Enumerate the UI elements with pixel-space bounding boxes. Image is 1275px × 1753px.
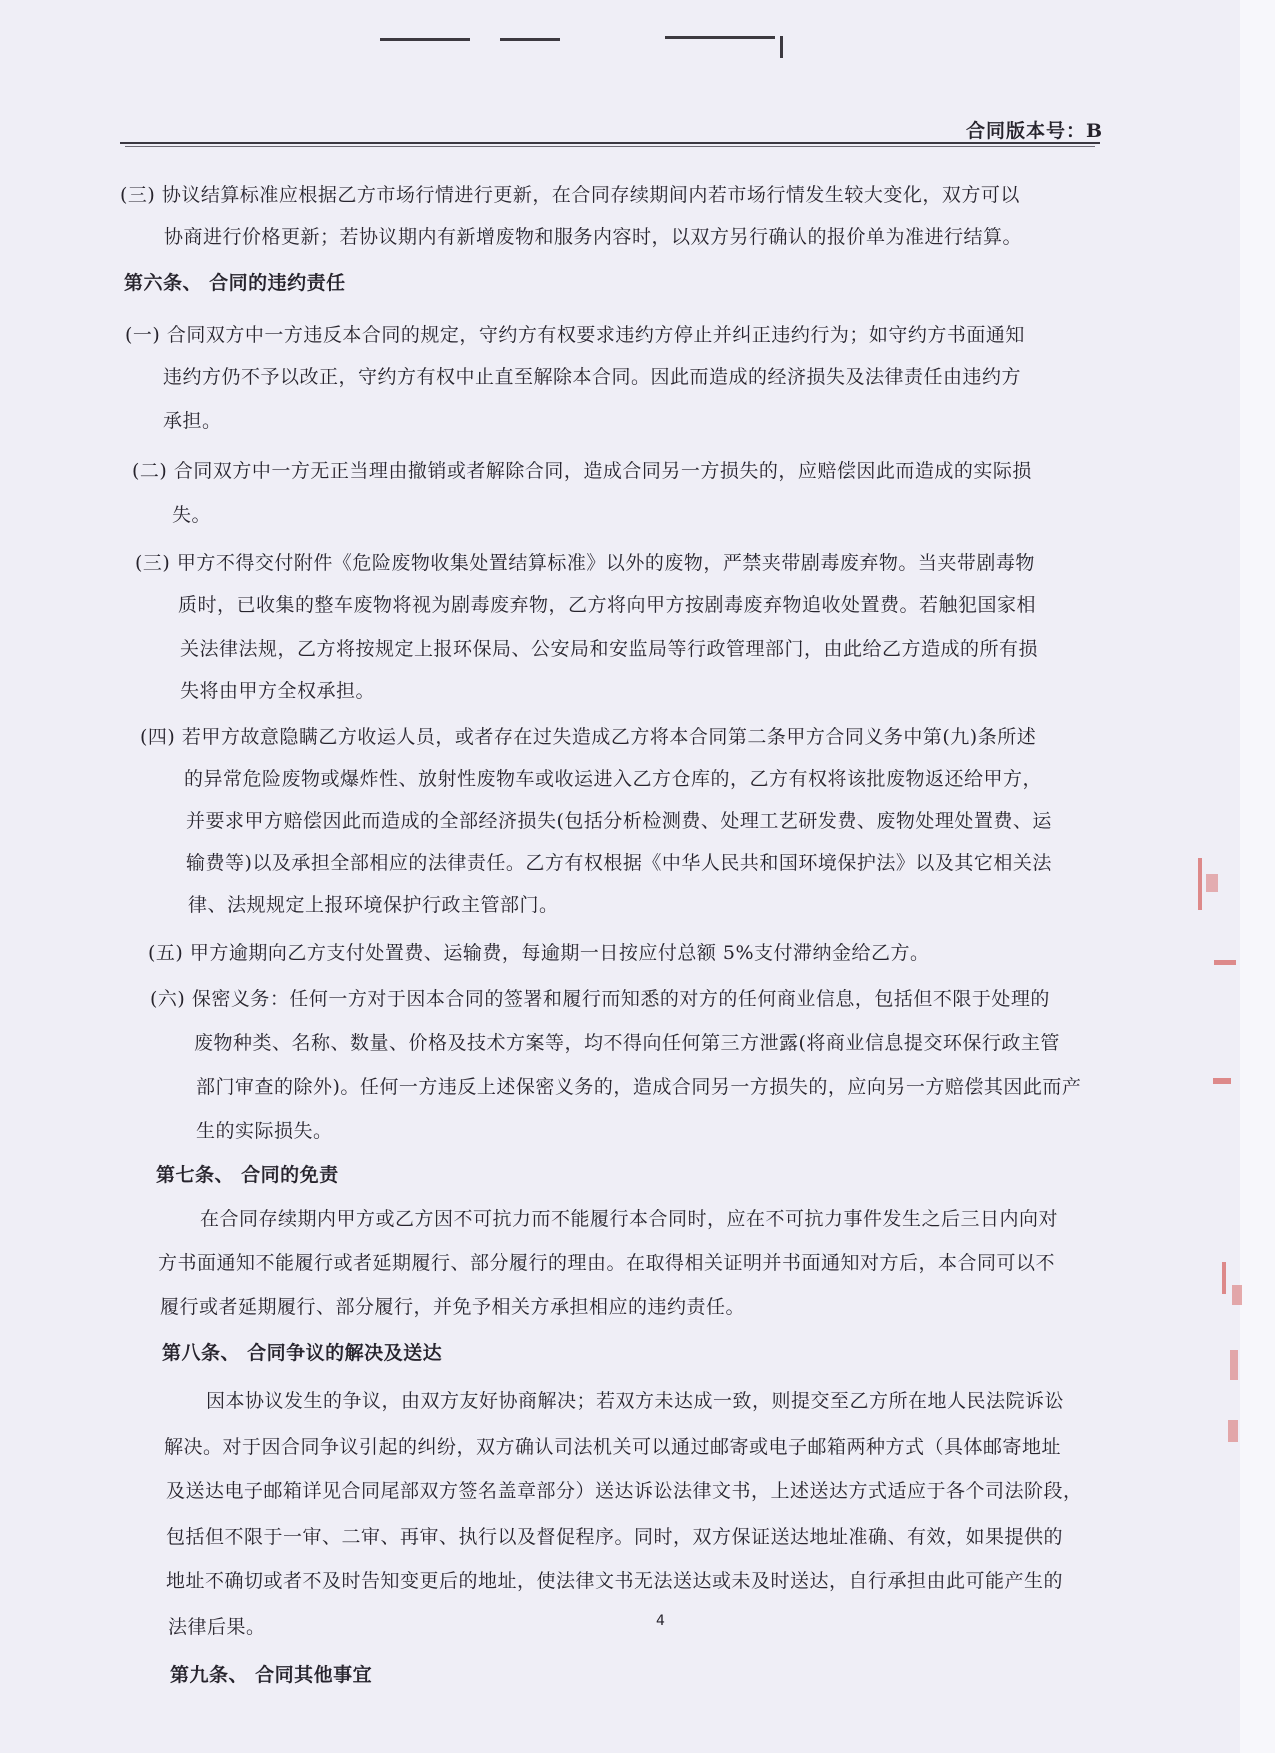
text-line: 协商进行价格更新；若协议期内有新增废物和服务内容时，以双方另行确认的报价单为准进行结算。 (164, 226, 1023, 248)
contract-version: 合同版本号：B (965, 120, 1103, 142)
scan-edge (1240, 0, 1275, 1753)
article-heading: 第八条、 合同争议的解决及送达 (162, 1342, 443, 1364)
text-line: 关法律法规，乙方将按规定上报环保局、公安局和安监局等行政管理部门，由此给乙方造成的所有损 (180, 638, 1039, 660)
page-number: 4 (656, 1613, 665, 1629)
seal-fragment (1206, 874, 1218, 892)
seal-fragment (1230, 1350, 1238, 1380)
text-line: 在合同存续期内甲方或乙方因不可抗力而不能履行本合同时，应在不可抗力事件发生之后三日内向对 (200, 1208, 1059, 1230)
article-heading: 第七条、 合同的免责 (156, 1164, 339, 1186)
seal-fragment (1222, 1262, 1226, 1294)
text-line: 并要求甲方赔偿因此而造成的全部经济损失(包括分析检测费、处理工艺研发费、废物处理处置费、运 (186, 810, 1052, 832)
seal-fragment (1213, 1078, 1231, 1084)
text-line: (五) 甲方逾期向乙方支付处置费、运输费，每逾期一日按应付总额 5%支付滞纳金给乙方。 (148, 942, 930, 964)
text-line: 包括但不限于一审、二审、再审、执行以及督促程序。同时，双方保证送达地址准确、有效，如果提供的 (166, 1526, 1064, 1548)
text-line: 履行或者延期履行、部分履行，并免予相关方承担相应的违约责任。 (160, 1296, 746, 1318)
text-line: (四) 若甲方故意隐瞒乙方收运人员，或者存在过失造成乙方将本合同第二条甲方合同义务中第(九)条所述 (140, 726, 1037, 748)
article-heading: 第九条、 合同其他事宜 (170, 1664, 373, 1686)
text-line: (三) 协议结算标准应根据乙方市场行情进行更新，在合同存续期间内若市场行情发生较大变化，双方可以 (120, 184, 1020, 206)
text-line: 承担。 (163, 410, 222, 432)
text-line: 律、法规规定上报环境保护行政主管部门。 (188, 894, 559, 916)
seal-fragment (1214, 960, 1236, 965)
seal-fragment (1232, 1285, 1242, 1305)
text-line: 因本协议发生的争议，由双方友好协商解决；若双方未达成一致，则提交至乙方所在地人民法院诉讼 (206, 1390, 1065, 1412)
text-line: 质时，已收集的整车废物将视为剧毒废弃物，乙方将向甲方按剧毒废弃物追收处置费。若触犯国家相 (178, 594, 1037, 616)
seal-fragment (1228, 1420, 1238, 1442)
text-line: 输费等)以及承担全部相应的法律责任。乙方有权根据《中华人民共和国环境保护法》以及其它相关法 (186, 852, 1052, 874)
text-line: 违约方仍不予以改正，守约方有权中止直至解除本合同。因此而造成的经济损失及法律责任由违约方 (163, 366, 1022, 388)
seal-fragment (1198, 858, 1202, 910)
text-line: (二) 合同双方中一方无正当理由撤销或者解除合同，造成合同另一方损失的，应赔偿因此而造成的实际损 (132, 460, 1032, 482)
text-line: 废物种类、名称、数量、价格及技术方案等，均不得向任何第三方泄露(将商业信息提交环保行政主管 (194, 1032, 1060, 1054)
text-line: (一) 合同双方中一方违反本合同的规定，守约方有权要求违约方停止并纠正违约行为；如守约方书面通知 (125, 324, 1025, 346)
text-line: 的异常危险废物或爆炸性、放射性废物车或收运进入乙方仓库的，乙方有权将该批废物返还给甲方， (184, 768, 1043, 790)
text-line: 解决。对于因合同争议引起的纠纷，双方确认司法机关可以通过邮寄或电子邮箱两种方式（具体邮寄地址 (164, 1436, 1062, 1458)
text-line: 部门审查的除外)。任何一方违反上述保密义务的，造成合同另一方损失的，应向另一方赔偿其因此而产 (196, 1076, 1082, 1098)
text-line: 失将由甲方全权承担。 (180, 680, 376, 702)
text-line: 地址不确切或者不及时告知变更后的地址，使法律文书无法送达或未及时送达，自行承担由此可能产生的 (166, 1570, 1064, 1592)
text-line: 生的实际损失。 (196, 1120, 333, 1142)
text-line: 及送达电子邮箱详见合同尾部双方签名盖章部分）送达诉讼法律文书，上述送达方式适应于各个司法阶段， (166, 1480, 1083, 1502)
text-line: (六) 保密义务：任何一方对于因本合同的签署和履行而知悉的对方的任何商业信息，包括但不限于处理的 (150, 988, 1050, 1010)
text-line: 法律后果。 (168, 1616, 266, 1638)
text-line: 失。 (172, 504, 212, 526)
article-heading: 第六条、 合同的违约责任 (124, 272, 346, 294)
text-line: (三) 甲方不得交付附件《危险废物收集处置结算标准》以外的废物，严禁夹带剧毒废弃物。当夹带剧毒物 (135, 552, 1035, 574)
text-line: 方书面通知不能履行或者延期履行、部分履行的理由。在取得相关证明并书面通知对方后，本合同可以不 (158, 1252, 1056, 1274)
